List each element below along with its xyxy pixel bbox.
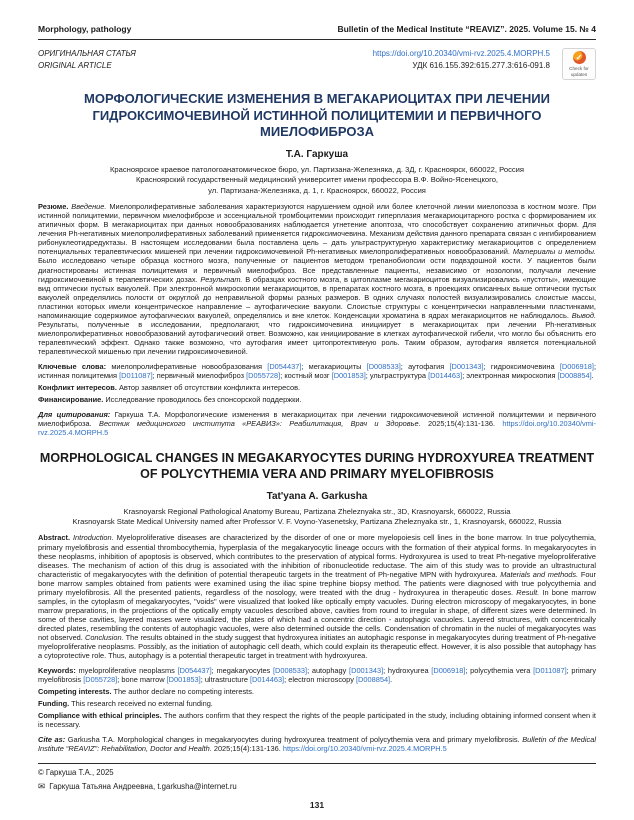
citation-label: Для цитирования: [38, 409, 111, 419]
affiliation-line: ул. Партизана-Железняка, д. 1, г. Красноярск, 660022, Россия [208, 185, 426, 195]
affiliation-line: Krasnoyarsk Regional Pathological Anatomy Bureau, Partizana Zheleznyaka str., 3D, Krasnoyarsk, 660022, Russia [123, 506, 511, 516]
funding-label: Финансирование. [38, 394, 104, 404]
citation-doi-link[interactable]: https://doi.org/10.20340/vmi-rvz.2025.4.MORPH.5 [38, 418, 597, 437]
article-type-en: ORIGINAL ARTICLE [38, 60, 112, 70]
citation-doi-link[interactable]: https://doi.org/10.20340/vmi-rvz.2025.4.MORPH.5 [282, 744, 447, 754]
keywords-label: Ключевые слова: [38, 361, 107, 371]
section-label-results: Result. [516, 587, 540, 597]
keyword-mesh-code[interactable]: [D001853] [166, 674, 201, 684]
keyword-mesh-code[interactable]: [D054437] [267, 361, 302, 371]
compliance-en [38, 711, 596, 729]
affiliation-line: Krasnoyarsk State Medical University named after Professor V. F. Voyno-Yasenetsky, Partizana Zheleznyaka str., 1, Krasnoyarsk, 660022, Russia [72, 517, 562, 526]
author-ru: Т.А. Гаркуша [285, 148, 349, 160]
keyword-mesh-code[interactable]: [D011087] [533, 665, 567, 675]
keyword-mesh-code[interactable]: [D008533] [272, 665, 308, 675]
page-number: 131 [309, 800, 325, 811]
funding-en [38, 699, 596, 708]
keywords-en [38, 666, 596, 684]
keywords-ru [38, 362, 596, 380]
section-label-conclusion: Conclusion. [84, 632, 124, 642]
competing-label: Competing interests. [38, 686, 112, 696]
compliance-label: Compliance with ethical principles. [38, 711, 162, 721]
funding-label: Funding. [38, 699, 70, 708]
corresponding-line [38, 781, 596, 792]
abstract-label: Резюме. [38, 202, 69, 212]
abstract-ru [38, 202, 596, 356]
citation-text: Garkusha T.A. Morphological changes in megakaryocytes during hydroxyurea treatment of polycythemia vera and primary myelofibrosis. [67, 735, 520, 745]
keyword-mesh-code[interactable]: [D001343] [449, 361, 484, 371]
abstract-label: Abstract. [38, 533, 71, 543]
affiliations-en [38, 507, 596, 528]
keywords-list: myeloproliferative neoplasms [D054437]; megakaryocytes [D008533]; autophagy [D001343]; hydroxyurea [D006918]; polycythemia vera [D011087]; primary myelofibrosis [D055728]; bone marrow [D001853]; ultrastructure [D014463]; electron microscopy [D008854]. [38, 665, 597, 684]
abstract-conclusion-text: Результаты, полученные в исследовании, предполагают, что гидроксимочевина инициирует в мегакариоцитах при лечении Ph-негативных миелопролиферативных новообразований аутофагический ответ. Возможно, как инициирование в клетках аутофагической гибели, что могло бы объяснить его терапевтический эффект. Однако также возможно, что аутофагия имеет цитопротективную роль. Таким образом, аутофагия является потенциальной терапевтической мишенью при лечении гидроксимочевиной. [38, 319, 596, 356]
abstract-intro-text: Myeloproliferative diseases are characterized by the disorder of one or more myelopoiesis cell lines in the bone marrow. In true polycythemia, primary myelofibrosis and essential thrombocythemia, hyperplasia of the megakaryocytic lineage occurs with the formation of their atypical forms. In megakaryocytes in these neoplasms, inhibition of apoptosis is observed, which contributes to the preservation of atypical forms. Hydroxyurea is used to treat Ph-negative myeloproliferative diseases. The mechanism of action of this drug is associated with the inhibition of ribonucleotide reductase. The aim of this study was to provide an ultrastructural characteristic of megakaryocytes with the definition of potential therapeutic targets in the treatment of Ph-negative MPN with hydroxyurea. [38, 533, 596, 579]
author-en: Tat'yana A. Garkusha [266, 490, 368, 502]
running-head [38, 24, 596, 40]
keyword-mesh-code[interactable]: [D008854] [356, 674, 391, 684]
footer [38, 753, 596, 810]
citation-tail: 2025;15(4):131-136. [213, 744, 281, 754]
competing-interests-en [38, 687, 596, 696]
keyword-mesh-code[interactable]: [D055728] [83, 674, 118, 684]
doi-udc-block [373, 48, 550, 80]
keywords-list: миелопролиферативные новообразования [D054437]; мегакариоциты [D008533]; аутофагия [D001343]; гидроксимочевина [D006918]; истинная полицитемия [D011087]; первичный миелофиброз [D055728]; костный мозг [D001853]; ультраструктура [D014463]; электронная микроскопия [D008854]. [38, 361, 596, 380]
citation-en [38, 735, 596, 753]
keyword-mesh-code[interactable]: [D008533] [366, 361, 401, 371]
section-label-intro: Введение. [71, 202, 107, 212]
keyword-mesh-code[interactable]: [D006918] [431, 665, 466, 675]
check-for-updates-badge[interactable] [562, 48, 596, 80]
abstract-results-text: В образцах костного мозга, в цитоплазме мегакариоцитов визуализировались «пустоты», имеющие вид оптически пустых вакуолей. При электронной микроскопии мегакариоцитов, в препаратах костного мозга, в проекциях описанных выше оптически пустых вакуолей определялись полости от округлой до неправильной формы разных размеров. В одних случаях полостей визуализировались слоистые массы, пластинки которых имели концентрическое направление – аутофагические вакуоли. Слоистые структуры с концентрически направленными пластинками, напоминающие содержимое аутофагических вакуолей, определялись и вне клеток. Конденсации хроматина в ядрах мегакариоцитов не наблюдалось. [38, 274, 596, 320]
competing-label: Конфликт интересов. [38, 382, 117, 392]
keyword-mesh-code[interactable]: [D006918] [559, 361, 594, 371]
abstract-methods-text: Было исследовано четыре образца костного мозга, полученные от пациентов методом трепанобиопсии ости подвздошной кости. У пациентов были диагностированы истинная полицитемия и первичный миелофиброз. Все представленные пациенты, независимо от нозологии, получали лечение гидроксимочевиной в терапевтических дозах. [38, 256, 596, 284]
section-label-methods: Материалы и методы. [512, 247, 596, 257]
keyword-mesh-code[interactable]: [D011087] [119, 370, 153, 380]
footer-divider [38, 763, 596, 764]
running-head-journal: Bulletin of the Medical Institute “REAVIZ”. 2025. Volume 15. № 4 [337, 24, 596, 34]
citation-tail: 2025;15(4):131-136. [428, 418, 496, 428]
citation-label: Cite as: [38, 735, 66, 745]
funding-ru [38, 395, 596, 404]
affiliations-ru [38, 165, 596, 196]
affiliation-line: Красноярское краевое патологоанатомическое бюро, ул. Партизана-Железняка, д. 3Д, г. Красноярск, 660022, Россия [109, 164, 525, 174]
udc-number: УДК 616.155.392:615.277.3:616-091.8 [412, 60, 550, 70]
citation-text: Гаркуша Т.А. Морфологические изменения в мегакариоцитах при лечении гидроксимочевиной истинной полицитемии и первичного миелофиброза. [38, 409, 596, 428]
abstract-results-text: In bone marrow samples, in the cytoplasm of megakaryocytes, "voids" were visualized that looked like optically empty vacuoles. During electron microscopy of megakaryocytes, in bone marrow preparations, in the projections of the optically empty vacuoles described above, cavities from round to irregular in shape, of different sizes were determined. In some of these cavities, layered masses were visualized, the plates of which had a concentric direction - autophagic vacuoles. Layered structures, with concentrically directed plates, resembling the contents of autophagic vacuoles, were also determined outside the cells. Condensation of chromatin in the nuclei of megakaryocytes was not observed. [38, 587, 596, 642]
copyright-line: © Гаркуша Т.А., 2025 [38, 768, 114, 778]
keywords-label: Keywords: [38, 665, 76, 675]
crossmark-icon: ✓ [573, 51, 586, 64]
competing-interests-ru [38, 383, 596, 392]
abstract-en [38, 533, 596, 659]
meta-row [38, 48, 596, 80]
section-label-methods: Materials and methods. [500, 569, 579, 579]
keyword-mesh-code[interactable]: [D055728] [246, 370, 281, 380]
affiliation-line: Красноярский государственный медицинский университет имени профессора В.Ф. Войно-Ясенецкого, [135, 175, 499, 185]
section-label-conclusion: Вывод. [571, 310, 596, 320]
email-icon: ✉ [38, 781, 46, 792]
keyword-mesh-code[interactable]: [D014463] [250, 674, 285, 684]
article-title-en: MORPHOLOGICAL CHANGES IN MEGAKARYOCYTES DURING HYDROXYUREA TREATMENT OF POLYCYTHEMIA VERA AND PRIMARY MYELOFIBROSIS [39, 451, 595, 482]
competing-text: Автор заявляет об отсутствии конфликта интересов. [118, 382, 301, 392]
keyword-mesh-code[interactable]: [D008854] [557, 370, 592, 380]
compliance-text: The authors confirm that they respect the rights of the people participated in the study, including obtaining informed consent when it is necessary. [38, 711, 596, 730]
keyword-mesh-code[interactable]: [D054437] [177, 665, 212, 675]
abstract-methods-text: Four bone marrow samples obtained from patients were examined using the iliac spine trephine biopsy method. The patients were diagnosed with true polycythemia and primary myelofibrosis. All the presented patients, regardless of the nosology, were treated with the drug - hydroxyurea in therapeutic doses. [38, 569, 597, 597]
citation-journal: Вестник медицинского института «РЕАВИЗ»: Реабилитация, Врач и Здоровье. [99, 418, 421, 428]
funding-text: Исследование проводилось без спонсорской поддержки. [105, 394, 302, 404]
article-type-ru: ОРИГИНАЛЬНАЯ СТАТЬЯ [38, 49, 136, 58]
citation-ru [38, 410, 596, 437]
abstract-conclusion-text: The results obtained in the study suggest that hydroxyurea initiates an autophagic response in megakaryocytes during treatment of Ph-negative myeloproliferative neoplasms. Possibly, as the initiation of autophagic cell death, which could explain its therapeutic effect. However, it is also possible that autophagy has a cytoprotective role. Thus, autophagy is a potential therapeutic target in treatment with hydroxyurea. [38, 632, 596, 660]
article-title-ru: МОРФОЛОГИЧЕСКИЕ ИЗМЕНЕНИЯ В МЕГАКАРИОЦИТАХ ПРИ ЛЕЧЕНИИ ГИДРОКСИМОЧЕВИНОЙ ИСТИННОЙ ПОЛИЦИТЕМИИ И ПЕРВИЧНОГО МИЕЛОФИБРОЗА [84, 91, 550, 140]
section-label-results: Результат. [200, 274, 243, 284]
running-head-section: Morphology, pathology [38, 24, 132, 34]
section-label-intro: Introduction. [72, 533, 114, 543]
crossmark-label: Check for updates [569, 66, 589, 77]
corresponding-author-email[interactable]: t.garkusha@internet.ru [157, 782, 237, 792]
citation-journal: Bulletin of the Medical Institute “REAVIZ”: Rehabilitation, Doctor and Health. [38, 735, 596, 754]
article-type-block [38, 48, 136, 80]
funding-text: This research received no external funding. [71, 699, 213, 708]
corresponding-author-name: Гаркуша Татьяна Андреевна, [49, 782, 156, 792]
abstract-intro-text: Миелопролиферативные заболевания характеризуются нарушением одной или более клеточной линии миелопоэза в костном мозге. При истинной полицитемии, первичном миелофиброзе и эссенциальной тромбоцитемии происходит гиперплазия мегакариоцитарного ростка с формированием их атипичных форм. В мегакариоцитах при данных новообразованиях наблюдается угнетение апоптоза, что способствует сохранению атипичных форм. Для лечения Ph-негативных миелопролиферативных заболеваний применяется гидроксимочевина. Механизм действия данного препарата связан с ингибированием рибонуклеотидредуктазы. В настоящем исследовании была поставлена цель – дать ультраструктурную характеристику мегакариоцитов с определением потенциальных терапевтических мишеней при лечении гидроксимочевиной Ph-негативных миелопролиферативных новообразований. [38, 202, 596, 257]
keyword-mesh-code[interactable]: [D014463] [428, 370, 463, 380]
doi-link[interactable]: https://doi.org/10.20340/vmi-rvz.2025.4.MORPH.5 [372, 49, 550, 58]
keyword-mesh-code[interactable]: [D001343] [349, 665, 384, 675]
keyword-mesh-code[interactable]: [D001853] [331, 370, 366, 380]
competing-text: The author declare no competing interests. [113, 686, 254, 696]
